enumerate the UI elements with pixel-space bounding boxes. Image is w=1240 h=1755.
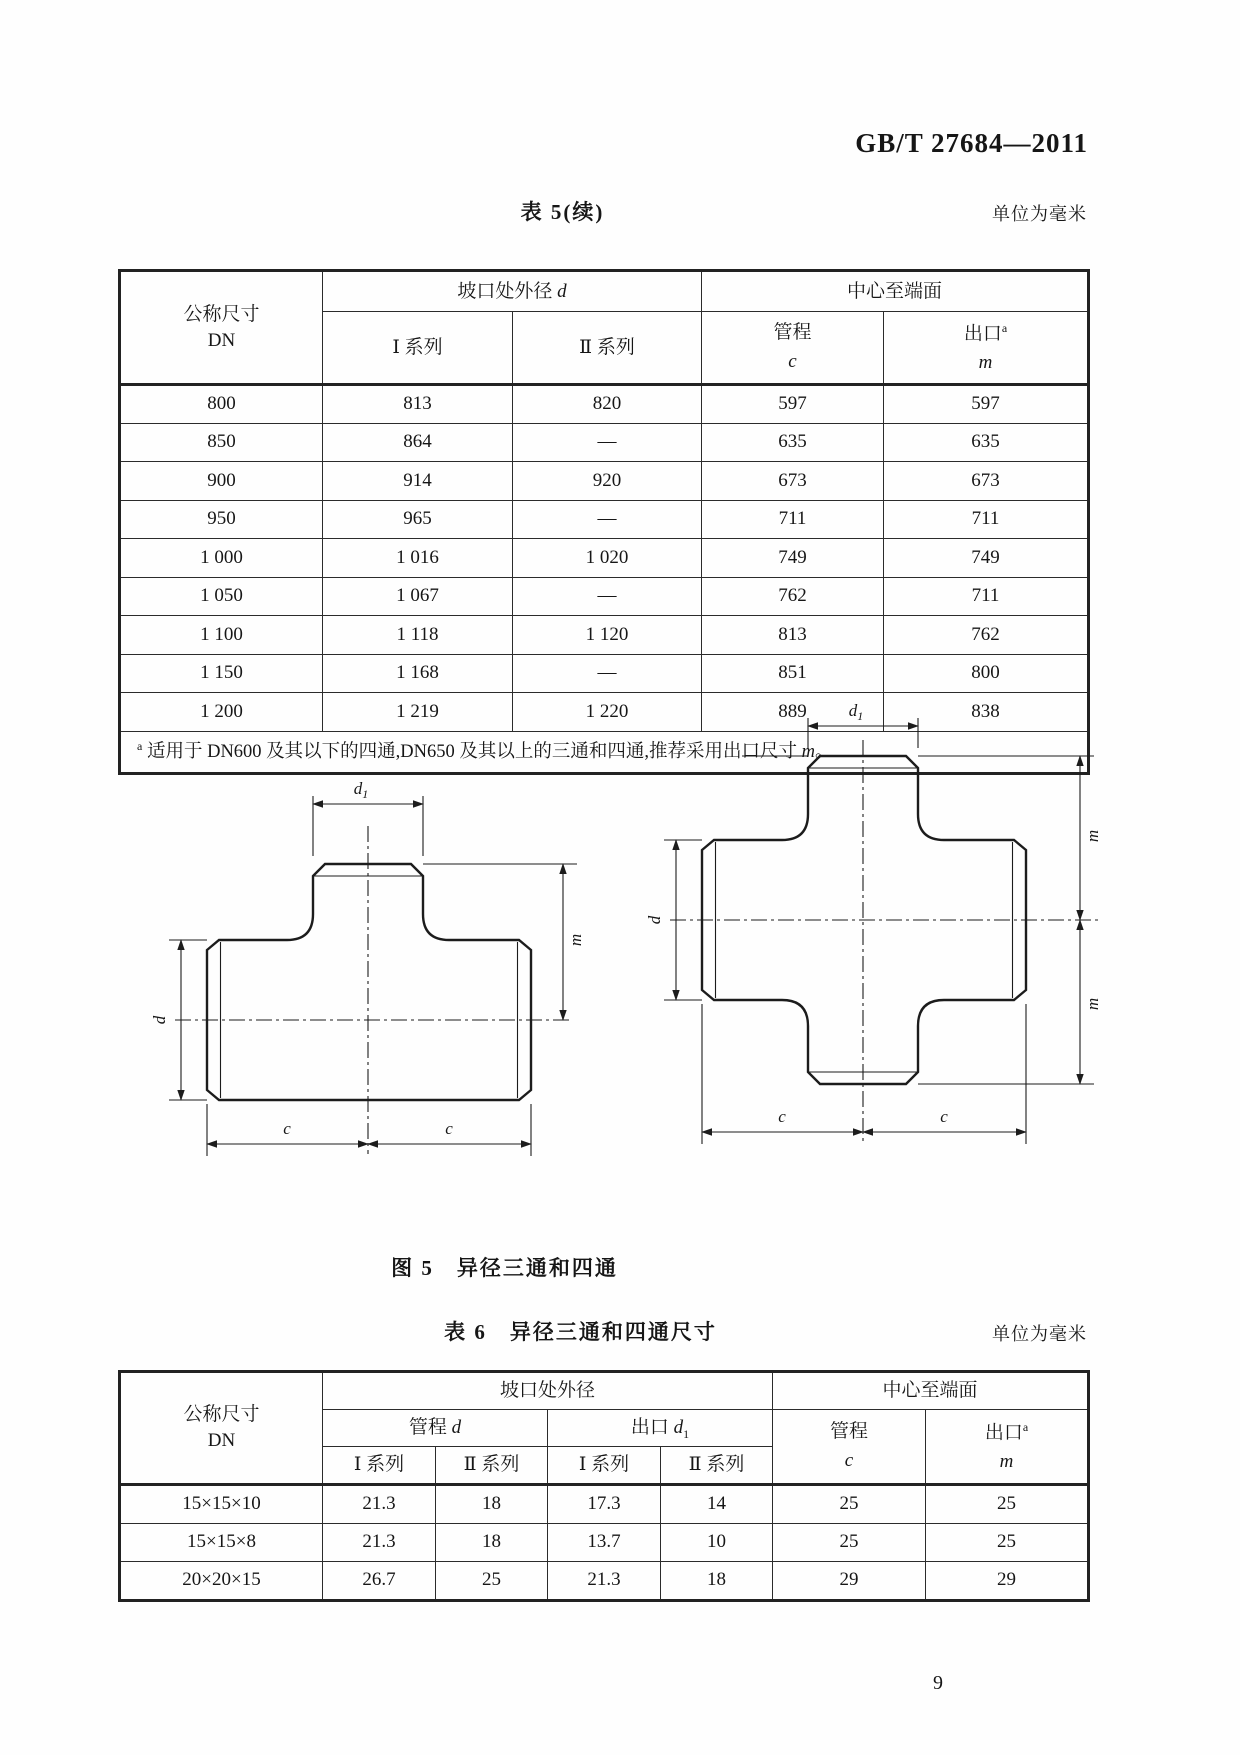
table-cell: 820 xyxy=(513,385,702,424)
table-cell: 813 xyxy=(702,616,884,655)
col-header-series-2: Ⅱ 系列 xyxy=(436,1447,548,1485)
col-header-series-2: Ⅱ 系列 xyxy=(513,312,702,385)
table-cell: 1 016 xyxy=(323,539,513,578)
col-header-run: 管程 c xyxy=(773,1410,926,1485)
table-cell: 850 xyxy=(120,423,323,462)
table-cell: 920 xyxy=(513,462,702,501)
table-cell: 26.7 xyxy=(323,1562,436,1601)
table-row xyxy=(120,423,1089,462)
table-cell: 25 xyxy=(773,1485,926,1524)
table-cell: 762 xyxy=(702,577,884,616)
table-row xyxy=(120,654,1089,693)
table-cell: 864 xyxy=(323,423,513,462)
table-row xyxy=(120,577,1089,616)
table-cell: 800 xyxy=(120,385,323,424)
table-cell: 813 xyxy=(323,385,513,424)
dim-label-m-top: m xyxy=(1083,829,1102,843)
table-cell: 711 xyxy=(702,500,884,539)
table6-header xyxy=(120,1372,1089,1485)
table-cell: 635 xyxy=(702,423,884,462)
table-row xyxy=(120,500,1089,539)
table-cell: 25 xyxy=(926,1485,1089,1524)
table-cell: 838 xyxy=(884,693,1089,732)
cross-drawing xyxy=(640,700,1130,1155)
table-cell: 851 xyxy=(702,654,884,693)
col-header-groove-od: 坡口处外径 d xyxy=(323,271,702,312)
col-header-center-to-end: 中心至端面 xyxy=(702,271,1089,312)
table-cell: 20×20×15 xyxy=(120,1562,323,1601)
table-cell: 25 xyxy=(773,1523,926,1562)
table-row xyxy=(120,539,1089,578)
table-cell: 889 xyxy=(702,693,884,732)
figure5-caption: 图 5 异径三通和四通 xyxy=(391,1256,618,1280)
table-cell: 673 xyxy=(702,462,884,501)
table-cell: 29 xyxy=(773,1562,926,1601)
col-header-outlet: 出口$^a$ m xyxy=(926,1410,1089,1485)
table-cell: 1 220 xyxy=(513,693,702,732)
table-cell: 18 xyxy=(661,1562,773,1601)
table-cell: 18 xyxy=(436,1523,548,1562)
table-row xyxy=(120,616,1089,655)
dim-d1 xyxy=(313,779,423,856)
table-cell: 18 xyxy=(436,1485,548,1524)
table-cell: 14 xyxy=(661,1485,773,1524)
standard-number: GB/T 27684—2011 xyxy=(855,128,1088,158)
table5-header xyxy=(120,271,1089,385)
table-row xyxy=(120,385,1089,424)
table-cell: 21.3 xyxy=(548,1562,661,1601)
dim-label-c-left: c xyxy=(778,1107,786,1126)
table-cell: 1 067 xyxy=(323,577,513,616)
table-cell: 15×15×10 xyxy=(120,1485,323,1524)
table-cell: 597 xyxy=(884,385,1089,424)
table-cell: 635 xyxy=(884,423,1089,462)
table-cell: 13.7 xyxy=(548,1523,661,1562)
dim-c xyxy=(207,1104,531,1156)
col-header-series-1: Ⅰ 系列 xyxy=(548,1447,661,1485)
table5-unit-note: 单位为毫米 xyxy=(992,204,1087,224)
table6-title: 表 6 异径三通和四通尺寸 xyxy=(444,1320,717,1344)
dim-m xyxy=(423,864,585,1020)
col-header-nominal-size: 公称尺寸 DN xyxy=(120,1372,323,1485)
table-cell: 749 xyxy=(702,539,884,578)
dim-label-d: d xyxy=(150,1015,169,1025)
table-cell: 800 xyxy=(884,654,1089,693)
table6-unit-note: 单位为毫米 xyxy=(992,1324,1087,1344)
table-cell: 711 xyxy=(884,577,1089,616)
table-cell: 965 xyxy=(323,500,513,539)
table5-footnote: $^a$ 适用于 DN600 及其以下的四通,DN650 及其以上的三通和四通,推荐采用出口尺寸 m。 xyxy=(120,731,1089,773)
dim-label-d: d xyxy=(645,915,664,925)
table-cell: — xyxy=(513,577,702,616)
dim-label-m: m xyxy=(566,933,585,947)
dim-label-c-right: c xyxy=(445,1119,453,1138)
table-cell: 15×15×8 xyxy=(120,1523,323,1562)
table-cell: 1 118 xyxy=(323,616,513,655)
table-cell: 749 xyxy=(884,539,1089,578)
table-cell: 29 xyxy=(926,1562,1089,1601)
tee-drawing xyxy=(145,768,600,1178)
table-cell: 17.3 xyxy=(548,1485,661,1524)
table5-body xyxy=(120,385,1089,732)
table-row xyxy=(120,462,1089,501)
col-header-nominal-size: 公称尺寸 DN xyxy=(120,271,323,385)
dim-m-top xyxy=(918,756,1102,920)
col-header-outlet-d1: 出口 $d_1$ xyxy=(548,1410,773,1447)
table-cell: 1 200 xyxy=(120,693,323,732)
table-row xyxy=(120,1562,1089,1601)
table-cell: 1 120 xyxy=(513,616,702,655)
table-cell: 1 168 xyxy=(323,654,513,693)
table-cell: 25 xyxy=(436,1562,548,1601)
table-row xyxy=(120,1523,1089,1562)
center-lines xyxy=(670,740,1102,1142)
table-cell: 21.3 xyxy=(323,1523,436,1562)
tee-outline xyxy=(207,864,531,1100)
table-cell: 1 050 xyxy=(120,577,323,616)
table-cell: 1 150 xyxy=(120,654,323,693)
table-cell: 1 020 xyxy=(513,539,702,578)
table-cell: 10 xyxy=(661,1523,773,1562)
table-cell: 1 100 xyxy=(120,616,323,655)
table-cell: 711 xyxy=(884,500,1089,539)
table-cell: 597 xyxy=(702,385,884,424)
table-cell: — xyxy=(513,500,702,539)
table-cell: 762 xyxy=(884,616,1089,655)
table-cell: 900 xyxy=(120,462,323,501)
table-cell: — xyxy=(513,654,702,693)
table6-body xyxy=(120,1485,1089,1601)
page-number: 9 xyxy=(933,1672,943,1694)
dim-label-d1: $d_1$ xyxy=(353,779,369,801)
col-header-run: 管程 c xyxy=(702,312,884,385)
table-cell: 1 219 xyxy=(323,693,513,732)
table-cell: 21.3 xyxy=(323,1485,436,1524)
table-cell: 914 xyxy=(323,462,513,501)
col-header-outlet: 出口$^a$ m xyxy=(884,312,1089,385)
col-header-run-d: 管程 d xyxy=(323,1410,548,1447)
table-cell: 25 xyxy=(926,1523,1089,1562)
table5 xyxy=(118,269,1090,775)
dim-c xyxy=(702,1004,1026,1144)
table-row xyxy=(120,1485,1089,1524)
col-header-groove-od: 坡口处外径 xyxy=(323,1372,773,1410)
col-header-series-1: Ⅰ 系列 xyxy=(323,312,513,385)
table-cell: 950 xyxy=(120,500,323,539)
dim-label-d1: $d_1$ xyxy=(848,701,864,723)
dim-label-c-left: c xyxy=(283,1119,291,1138)
dim-m-bottom xyxy=(918,920,1102,1084)
col-header-series-2: Ⅱ 系列 xyxy=(661,1447,773,1485)
dim-label-m-bottom: m xyxy=(1083,997,1102,1011)
table-cell: — xyxy=(513,423,702,462)
col-header-series-1: Ⅰ 系列 xyxy=(323,1447,436,1485)
table6 xyxy=(118,1370,1090,1602)
table-cell: 673 xyxy=(884,462,1089,501)
table5-title: 表 5(续) xyxy=(520,200,605,224)
table-cell: 1 000 xyxy=(120,539,323,578)
dim-label-c-right: c xyxy=(940,1107,948,1126)
center-lines xyxy=(175,826,573,1154)
col-header-center-to-end: 中心至端面 xyxy=(773,1372,1089,1410)
